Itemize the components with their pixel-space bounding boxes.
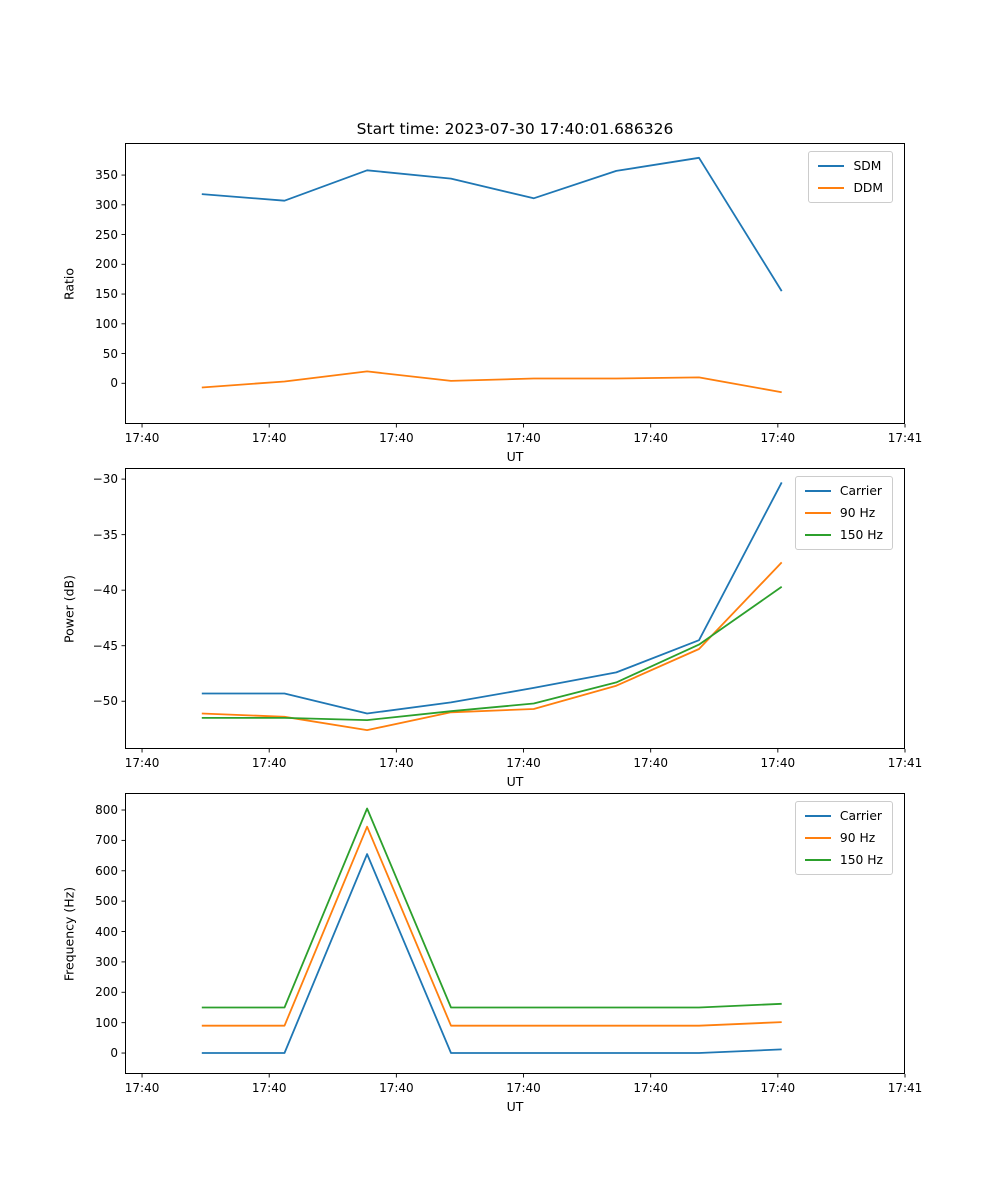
legend-entry-carrier bbox=[805, 805, 883, 827]
x-tick-label: 17:40 bbox=[760, 431, 796, 445]
frequency-plot-area bbox=[125, 793, 905, 1074]
legend-label: 90 Hz bbox=[839, 506, 876, 520]
y-tick-label: 300 bbox=[95, 954, 118, 969]
ratio-x-axis-label: UT bbox=[506, 449, 524, 464]
x-tick-label: 17:41 bbox=[887, 431, 923, 445]
y-tick-label: 0 bbox=[110, 1046, 118, 1061]
x-tick-label: 17:40 bbox=[760, 756, 796, 770]
x-tick-label: 17:40 bbox=[633, 756, 668, 770]
y-tick-label: 100 bbox=[95, 1015, 118, 1030]
y-tick-label: 200 bbox=[95, 257, 118, 272]
power-legend bbox=[795, 476, 893, 550]
y-tick-label: −40 bbox=[92, 583, 118, 598]
x-tick-label: 17:40 bbox=[506, 1081, 541, 1095]
x-tick-label: 17:41 bbox=[887, 756, 923, 770]
x-tick-label: 17:40 bbox=[379, 1081, 414, 1095]
x-tick-label: 17:40 bbox=[633, 1081, 668, 1095]
frequency-x-axis-label: UT bbox=[506, 1099, 524, 1114]
legend-entry-150-hz bbox=[805, 849, 883, 871]
x-tick-label: 17:40 bbox=[760, 1081, 796, 1095]
legend-line-sample bbox=[805, 490, 831, 492]
legend-entry-carrier bbox=[805, 480, 883, 502]
y-tick-label: 200 bbox=[95, 985, 118, 1000]
x-tick-label: 17:40 bbox=[506, 756, 541, 770]
x-tick-label: 17:40 bbox=[379, 756, 414, 770]
y-tick-label: 600 bbox=[95, 863, 118, 878]
y-tick-label: −30 bbox=[92, 472, 118, 487]
legend-line-sample bbox=[818, 187, 844, 189]
legend-entry-150-hz bbox=[805, 524, 883, 546]
series-line-carrier bbox=[202, 482, 782, 713]
power-plot-area bbox=[125, 468, 905, 749]
axes-frame bbox=[126, 144, 905, 424]
legend-label: 90 Hz bbox=[839, 831, 876, 845]
legend-label: SDM bbox=[853, 159, 882, 173]
y-tick-label: −35 bbox=[92, 527, 118, 542]
power-plot bbox=[61, 468, 923, 789]
series-line-ddm bbox=[202, 371, 782, 392]
x-tick-label: 17:40 bbox=[379, 431, 414, 445]
ratio-plot-area bbox=[125, 143, 905, 424]
legend-line-sample bbox=[805, 859, 831, 861]
frequency-y-axis-label: Frequency (Hz) bbox=[61, 886, 77, 981]
legend-line-sample bbox=[805, 837, 831, 839]
y-tick-label: 500 bbox=[95, 894, 118, 909]
legend-label: 150 Hz bbox=[839, 853, 883, 867]
legend-label: DDM bbox=[853, 181, 883, 195]
y-tick-label: 400 bbox=[95, 924, 118, 939]
power-x-axis-label: UT bbox=[506, 774, 524, 789]
y-tick-label: 300 bbox=[95, 197, 118, 212]
y-tick-label: 100 bbox=[95, 316, 118, 331]
x-tick-label: 17:40 bbox=[506, 431, 541, 445]
y-tick-label: 700 bbox=[95, 833, 118, 848]
series-line-150-hz bbox=[202, 809, 782, 1008]
ratio-plot bbox=[61, 143, 923, 464]
y-tick-label: 350 bbox=[95, 168, 118, 183]
x-tick-label: 17:40 bbox=[124, 756, 160, 770]
y-tick-label: 150 bbox=[95, 287, 118, 302]
legend-label: Carrier bbox=[839, 484, 882, 498]
legend-line-sample bbox=[805, 534, 831, 536]
frequency-legend bbox=[795, 801, 893, 875]
legend-line-sample bbox=[818, 165, 844, 167]
legend-entry-ddm bbox=[818, 177, 883, 199]
x-tick-label: 17:40 bbox=[251, 756, 287, 770]
series-line-150-hz bbox=[202, 587, 782, 720]
y-tick-label: 50 bbox=[102, 346, 118, 361]
axes-frame bbox=[126, 794, 905, 1074]
series-line-carrier bbox=[202, 854, 782, 1053]
ratio-legend bbox=[808, 151, 893, 203]
legend-line-sample bbox=[805, 512, 831, 514]
legend-label: 150 Hz bbox=[839, 528, 883, 542]
x-tick-label: 17:40 bbox=[251, 431, 287, 445]
ratio-y-axis-label: Ratio bbox=[61, 267, 77, 300]
legend-entry-sdm bbox=[818, 155, 883, 177]
frequency-plot bbox=[61, 793, 923, 1114]
legend-entry-90-hz bbox=[805, 827, 883, 849]
y-tick-label: −45 bbox=[92, 638, 118, 653]
x-tick-label: 17:40 bbox=[124, 1081, 160, 1095]
y-tick-label: 0 bbox=[110, 376, 118, 391]
legend-label: Carrier bbox=[839, 809, 882, 823]
axes-frame bbox=[126, 469, 905, 749]
y-tick-label: 800 bbox=[95, 803, 118, 817]
y-tick-label: −50 bbox=[92, 694, 118, 709]
x-tick-label: 17:40 bbox=[124, 431, 160, 445]
x-tick-label: 17:41 bbox=[887, 1081, 923, 1095]
legend-entry-90-hz bbox=[805, 502, 883, 524]
legend-line-sample bbox=[805, 815, 831, 817]
x-tick-label: 17:40 bbox=[251, 1081, 287, 1095]
y-tick-label: 250 bbox=[95, 227, 118, 242]
figure-title: Start time: 2023-07-30 17:40:01.686326 bbox=[356, 120, 674, 138]
series-line-sdm bbox=[202, 158, 782, 291]
power-y-axis-label: Power (dB) bbox=[61, 574, 77, 643]
x-tick-label: 17:40 bbox=[633, 431, 668, 445]
